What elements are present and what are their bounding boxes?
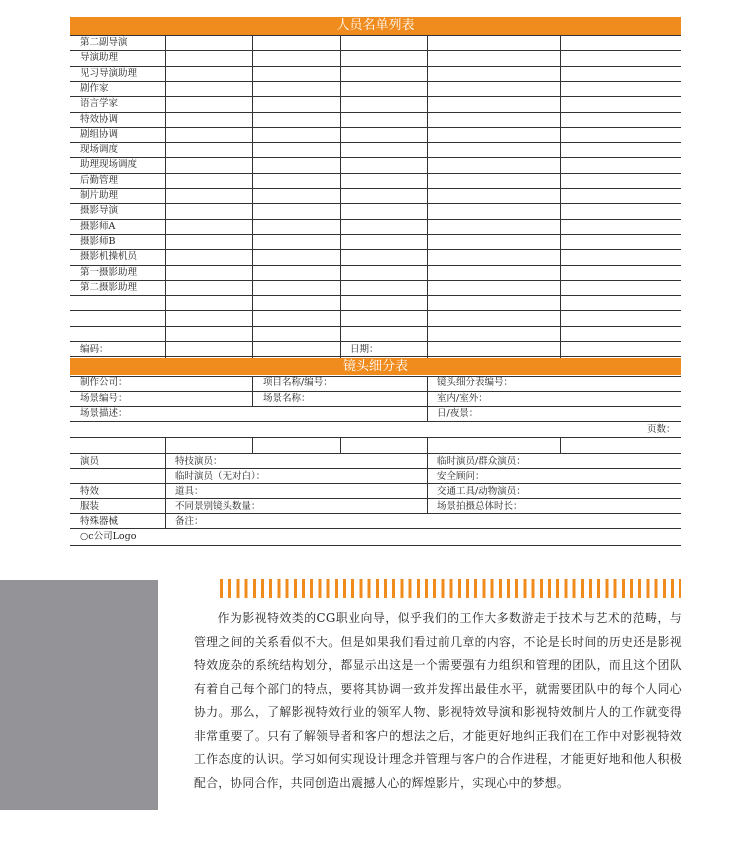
personnel-title-bar — [70, 17, 681, 35]
sheet-no-label: 镜头细分表编号： — [437, 377, 514, 388]
role-label: 第二副导演 — [80, 37, 128, 48]
code-label: 编码： — [80, 344, 109, 355]
grid-line — [70, 406, 681, 407]
stunt-label: 特技演员： — [175, 456, 223, 467]
notes-label: 备注： — [175, 516, 204, 527]
grid-line — [70, 483, 681, 484]
grid-line — [70, 376, 681, 377]
shot-count-label: 不同景别镜头数量： — [175, 501, 261, 512]
date-label: 日期： — [350, 344, 379, 355]
grid-line — [165, 35, 166, 358]
grid-line — [70, 219, 681, 220]
company-label: 制作公司： — [80, 377, 128, 388]
role-label: 制片助理 — [80, 190, 119, 201]
grid-line — [70, 203, 681, 204]
personnel-title: 人员名单列表 — [336, 18, 415, 33]
grid-line — [70, 249, 681, 250]
grid-line — [70, 96, 681, 97]
grid-line — [70, 326, 681, 327]
scene-name-label: 场景名称： — [263, 393, 311, 404]
grid-line — [70, 127, 681, 128]
grid-line — [70, 234, 681, 235]
body-text — [194, 607, 682, 795]
grid-line — [70, 468, 681, 469]
safety-label: 安全顾问： — [437, 471, 485, 482]
role-label: 后勤管理 — [80, 175, 119, 186]
grid-line — [427, 35, 428, 358]
grid-line — [70, 280, 681, 281]
pages-label: 页数： — [647, 424, 676, 435]
sidebar-block — [0, 580, 158, 810]
grid-line — [165, 453, 166, 528]
grid-line — [70, 142, 681, 143]
grid-line — [70, 112, 681, 113]
grid-line — [70, 35, 681, 36]
grid-line — [70, 265, 681, 266]
grid-line — [70, 421, 681, 422]
role-label: 摄影师B — [80, 236, 116, 247]
role-label: 见习导演助理 — [80, 68, 138, 79]
grid-line — [340, 35, 341, 358]
decorative-stripes — [220, 579, 681, 598]
role-label: 特效协调 — [80, 114, 119, 125]
scene-desc-label: 场景描述： — [80, 408, 128, 419]
role-label: 剧组协调 — [80, 129, 119, 140]
duration-label: 场景拍摄总体时长： — [437, 501, 523, 512]
grid-line — [70, 437, 681, 438]
grid-line — [70, 356, 681, 357]
grid-line — [70, 513, 681, 514]
grid-line — [70, 341, 681, 342]
shot-sheet-title: 镜头细分表 — [342, 359, 408, 374]
day-night-label: 日/夜景： — [437, 408, 479, 419]
grid-line — [560, 437, 561, 453]
grid-line — [70, 498, 681, 499]
project-label: 项目名称/编号： — [263, 377, 333, 388]
role-label: 剧作家 — [80, 83, 109, 94]
shot-sheet-title-bar — [70, 358, 681, 375]
grid-line — [252, 376, 253, 406]
grid-line — [70, 188, 681, 189]
grid-line — [70, 391, 681, 392]
grid-line — [427, 376, 428, 421]
silent-extras-label: 临时演员（无对白）： — [175, 471, 266, 482]
body-paragraph: 作为影视特效类的CG职业向导，似乎我们的工作大多数游走于技术与艺术的范畴，与管理之间的关系看似不大。但是如果我们看过前几章的内容，不论是长时间的历史还是影视特效庞杂的系统结构划分，都显示出这是一个需要强有力组织和管理的团队，而且这个团队有着自己每个部门的特点，要将其协调一致并发挥出最佳水平，就需要团队中的每个人同心协力。那么，了解影视特效行业的领军人物、影视特效导演和影视特效制片人的工作就变得非常重要了。只有了解领导者和客户的想法之后，才能更好地纠正我们在工作中对影视特效工作态度的认识。学习如何实现设计理念并管理与客户的合作进程，才能更好地和他人积极配合，协同合作，共同创造出震撼人心的辉煌影片，实现心中的梦想。 — [194, 611, 682, 790]
sfx-label: 特效 — [80, 486, 100, 497]
role-label: 摄影导演 — [80, 205, 119, 216]
props-label: 道具： — [175, 486, 204, 497]
grid-line — [70, 528, 681, 529]
role-label: 第二摄影助理 — [80, 282, 138, 293]
role-label: 摄影师A — [80, 221, 116, 232]
grid-line — [165, 437, 166, 453]
grid-line — [252, 35, 253, 358]
role-label: 摄影机操机员 — [80, 251, 138, 262]
role-label: 第一摄影助理 — [80, 267, 138, 278]
grid-line — [340, 437, 341, 453]
grid-line — [427, 453, 428, 513]
company-logo-placeholder: ○c公司Logo — [80, 531, 137, 542]
role-label: 现场调度 — [80, 144, 119, 155]
scene-no-label: 场景编号： — [80, 393, 128, 404]
int-ext-label: 室内/室外： — [437, 393, 488, 404]
vehicles-label: 交通工具/动物演员： — [437, 486, 526, 497]
costume-label: 服装 — [80, 501, 100, 512]
grid-line — [70, 50, 681, 51]
grid-line — [427, 437, 428, 453]
grid-line — [70, 310, 681, 311]
actors-label: 演员 — [80, 456, 100, 467]
grid-line — [70, 66, 681, 67]
grid-line — [560, 35, 561, 358]
grid-line — [70, 157, 681, 158]
role-label: 助理现场调度 — [80, 159, 138, 170]
grid-line — [70, 295, 681, 296]
grid-line — [252, 437, 253, 453]
grid-line — [70, 81, 681, 82]
role-label: 导演助理 — [80, 52, 119, 63]
role-label: 语言学家 — [80, 98, 119, 109]
grid-line — [70, 545, 681, 546]
grid-line — [70, 453, 681, 454]
grid-line — [70, 173, 681, 174]
equipment-label: 特殊器械 — [80, 516, 119, 527]
extras-label: 临时演员/群众演员： — [437, 456, 526, 467]
